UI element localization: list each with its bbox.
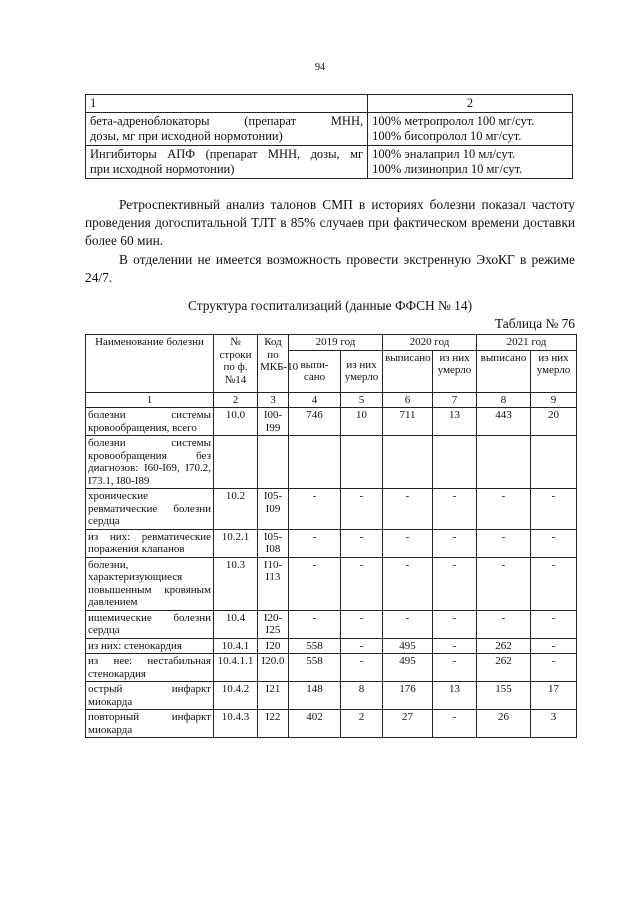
value-cell: 711 xyxy=(383,408,433,436)
drug-dose-line: 100% метропролол 100 мг/сут. xyxy=(372,114,535,128)
value-cell: - xyxy=(531,529,577,557)
table-row xyxy=(86,682,577,710)
drug-class-cell xyxy=(86,146,368,179)
col-number: 6 xyxy=(383,392,433,408)
table-row xyxy=(86,529,577,557)
col-number: 5 xyxy=(341,392,383,408)
drug-dose-line: 100% бисопролол 10 мг/сут. xyxy=(372,129,522,143)
header-year-2019: 2019 год xyxy=(289,335,383,351)
drug-class-line: при исходной нормотонии) xyxy=(90,162,235,176)
drug-table-col-1-header: 1 xyxy=(86,95,368,113)
table-row xyxy=(86,638,577,654)
value-cell xyxy=(477,436,531,489)
drug-table-col-2-header: 2 xyxy=(368,95,573,113)
header-year-2020: 2020 год xyxy=(383,335,477,351)
drug-class-line: бета-адреноблокаторы (препарат МНН, xyxy=(90,114,364,128)
value-cell: - xyxy=(531,654,577,682)
value-cell: 13 xyxy=(433,408,477,436)
table-row xyxy=(86,610,577,638)
header-discharged-2021: выписано xyxy=(477,350,531,392)
header-died-2019: из них умерло xyxy=(341,350,383,392)
value-cell: - xyxy=(477,610,531,638)
disease-name-cell: из нее: нестабильная стенокардия xyxy=(86,654,214,682)
disease-name-cell: острый инфаркт миокарда xyxy=(86,682,214,710)
value-cell: 495 xyxy=(383,638,433,654)
value-cell: - xyxy=(477,489,531,530)
header-disease-name: Наименование болезни xyxy=(86,335,214,393)
value-cell: - xyxy=(433,654,477,682)
value-cell: - xyxy=(341,654,383,682)
row-number-cell: 10.4.2 xyxy=(214,682,258,710)
value-cell: 3 xyxy=(531,710,577,738)
icd-code-cell xyxy=(258,436,289,489)
icd-code-cell: I10-I13 xyxy=(258,557,289,610)
row-number-cell: 10.0 xyxy=(214,408,258,436)
value-cell: - xyxy=(289,489,341,530)
value-cell: 8 xyxy=(341,682,383,710)
disease-name-cell: ишемические болезни сердца xyxy=(86,610,214,638)
header-discharged-2020: выписано xyxy=(383,350,433,392)
value-cell: 262 xyxy=(477,654,531,682)
drug-table-row xyxy=(86,113,573,146)
table-row xyxy=(86,710,577,738)
drug-table-row xyxy=(86,146,573,179)
value-cell: 10 xyxy=(341,408,383,436)
value-cell: - xyxy=(477,557,531,610)
icd-code-cell: I20-I25 xyxy=(258,610,289,638)
value-cell: - xyxy=(289,529,341,557)
column-number-row xyxy=(86,392,577,408)
value-cell: - xyxy=(383,489,433,530)
header-icd-code: Код по МКБ-10 xyxy=(258,335,289,393)
col-number: 3 xyxy=(258,392,289,408)
value-cell: - xyxy=(383,557,433,610)
table-row xyxy=(86,436,577,489)
value-cell: - xyxy=(433,489,477,530)
value-cell xyxy=(341,436,383,489)
value-cell: 495 xyxy=(383,654,433,682)
value-cell: - xyxy=(341,529,383,557)
drug-table-header-row xyxy=(86,95,573,113)
value-cell: - xyxy=(341,557,383,610)
value-cell: 262 xyxy=(477,638,531,654)
value-cell: 443 xyxy=(477,408,531,436)
icd-code-cell: I20 xyxy=(258,638,289,654)
value-cell: 26 xyxy=(477,710,531,738)
value-cell: 558 xyxy=(289,638,341,654)
icd-code-cell: I00-I99 xyxy=(258,408,289,436)
col-number: 2 xyxy=(214,392,258,408)
drug-class-line: Ингибиторы АПФ (препарат МНН, дозы, мг xyxy=(90,147,364,161)
value-cell xyxy=(289,436,341,489)
row-number-cell: 10.4.1.1 xyxy=(214,654,258,682)
disease-name-cell: из них: стенокардия xyxy=(86,638,214,654)
value-cell: 27 xyxy=(383,710,433,738)
value-cell: - xyxy=(433,638,477,654)
icd-code-cell: I05-I08 xyxy=(258,529,289,557)
value-cell: - xyxy=(341,638,383,654)
drug-table xyxy=(85,94,573,179)
value-cell: - xyxy=(477,529,531,557)
header-died-2021: из них умерло xyxy=(531,350,577,392)
header-row-number: № строки по ф.№14 xyxy=(214,335,258,393)
value-cell: - xyxy=(433,529,477,557)
hospitalization-table xyxy=(85,334,577,738)
disease-name-cell: болезни системы кровообращения, всего xyxy=(86,408,214,436)
table-row xyxy=(86,408,577,436)
disease-name-cell: болезни, характеризующиеся повышенным кровяным давлением xyxy=(86,557,214,610)
table-number: Таблица № 76 xyxy=(494,316,575,331)
value-cell: 13 xyxy=(433,682,477,710)
icd-code-cell: I21 xyxy=(258,682,289,710)
value-cell: 558 xyxy=(289,654,341,682)
row-number-cell xyxy=(214,436,258,489)
row-number-cell: 10.3 xyxy=(214,557,258,610)
value-cell: 148 xyxy=(289,682,341,710)
disease-name-cell: повторный инфаркт миокарда xyxy=(86,710,214,738)
value-cell: - xyxy=(531,638,577,654)
table-row xyxy=(86,489,577,530)
value-cell: - xyxy=(433,710,477,738)
header-row-years xyxy=(86,335,577,351)
page-number: 94 xyxy=(315,62,325,73)
value-cell: 155 xyxy=(477,682,531,710)
table-row xyxy=(86,654,577,682)
value-cell: 20 xyxy=(531,408,577,436)
value-cell: - xyxy=(383,529,433,557)
value-cell: 17 xyxy=(531,682,577,710)
value-cell: - xyxy=(433,610,477,638)
value-cell: - xyxy=(289,557,341,610)
paragraph-retrospective: Ретроспективный анализ талонов СМП в историях болезни показал частоту проведения догоспитальной ТЛТ в 85% случаев при фактическом времени доставки более 60 мин. xyxy=(85,197,575,248)
table-body xyxy=(86,408,577,738)
paragraph-echo: В отделении не имеется возможность провести экстренную ЭхоКГ в режиме 24/7. xyxy=(85,252,575,285)
value-cell: 2 xyxy=(341,710,383,738)
header-discharged-2019: выпи-сано xyxy=(289,350,341,392)
value-cell xyxy=(531,436,577,489)
table-row xyxy=(86,557,577,610)
value-cell: 746 xyxy=(289,408,341,436)
drug-dose-cell xyxy=(368,113,573,146)
drug-dose-line: 100% лизиноприл 10 мг/сут. xyxy=(372,162,523,176)
drug-class-cell xyxy=(86,113,368,146)
row-number-cell: 10.4.1 xyxy=(214,638,258,654)
value-cell: - xyxy=(341,610,383,638)
col-number: 7 xyxy=(433,392,477,408)
row-number-cell: 10.4.3 xyxy=(214,710,258,738)
value-cell: - xyxy=(433,557,477,610)
value-cell: - xyxy=(531,610,577,638)
value-cell: 176 xyxy=(383,682,433,710)
table-caption: Структура госпитализаций (данные ФФСН № 14) xyxy=(187,298,473,313)
value-cell: - xyxy=(383,610,433,638)
disease-name-cell: болезни системы кровообращения без диагнозов: I60-I69, I70.2, I73.1, I80-I89 xyxy=(86,436,214,489)
drug-class-line: дозы, мг при исходной нормотонии) xyxy=(90,129,283,143)
drug-dose-cell xyxy=(368,146,573,179)
value-cell: - xyxy=(289,610,341,638)
row-number-cell: 10.2 xyxy=(214,489,258,530)
col-number: 4 xyxy=(289,392,341,408)
disease-name-cell: из них: ревматические поражения клапанов xyxy=(86,529,214,557)
header-year-2021: 2021 год xyxy=(477,335,577,351)
value-cell: - xyxy=(531,489,577,530)
value-cell: 402 xyxy=(289,710,341,738)
value-cell: - xyxy=(531,557,577,610)
value-cell xyxy=(433,436,477,489)
value-cell xyxy=(383,436,433,489)
icd-code-cell: I05-I09 xyxy=(258,489,289,530)
value-cell: - xyxy=(341,489,383,530)
drug-dose-line: 100% эналаприл 10 мл/сут. xyxy=(372,147,516,161)
disease-name-cell: хронические ревматические болезни сердца xyxy=(86,489,214,530)
col-number: 1 xyxy=(86,392,214,408)
col-number: 8 xyxy=(477,392,531,408)
icd-code-cell: I20.0 xyxy=(258,654,289,682)
icd-code-cell: I22 xyxy=(258,710,289,738)
row-number-cell: 10.2.1 xyxy=(214,529,258,557)
row-number-cell: 10.4 xyxy=(214,610,258,638)
col-number: 9 xyxy=(531,392,577,408)
header-died-2020: из них умерло xyxy=(433,350,477,392)
